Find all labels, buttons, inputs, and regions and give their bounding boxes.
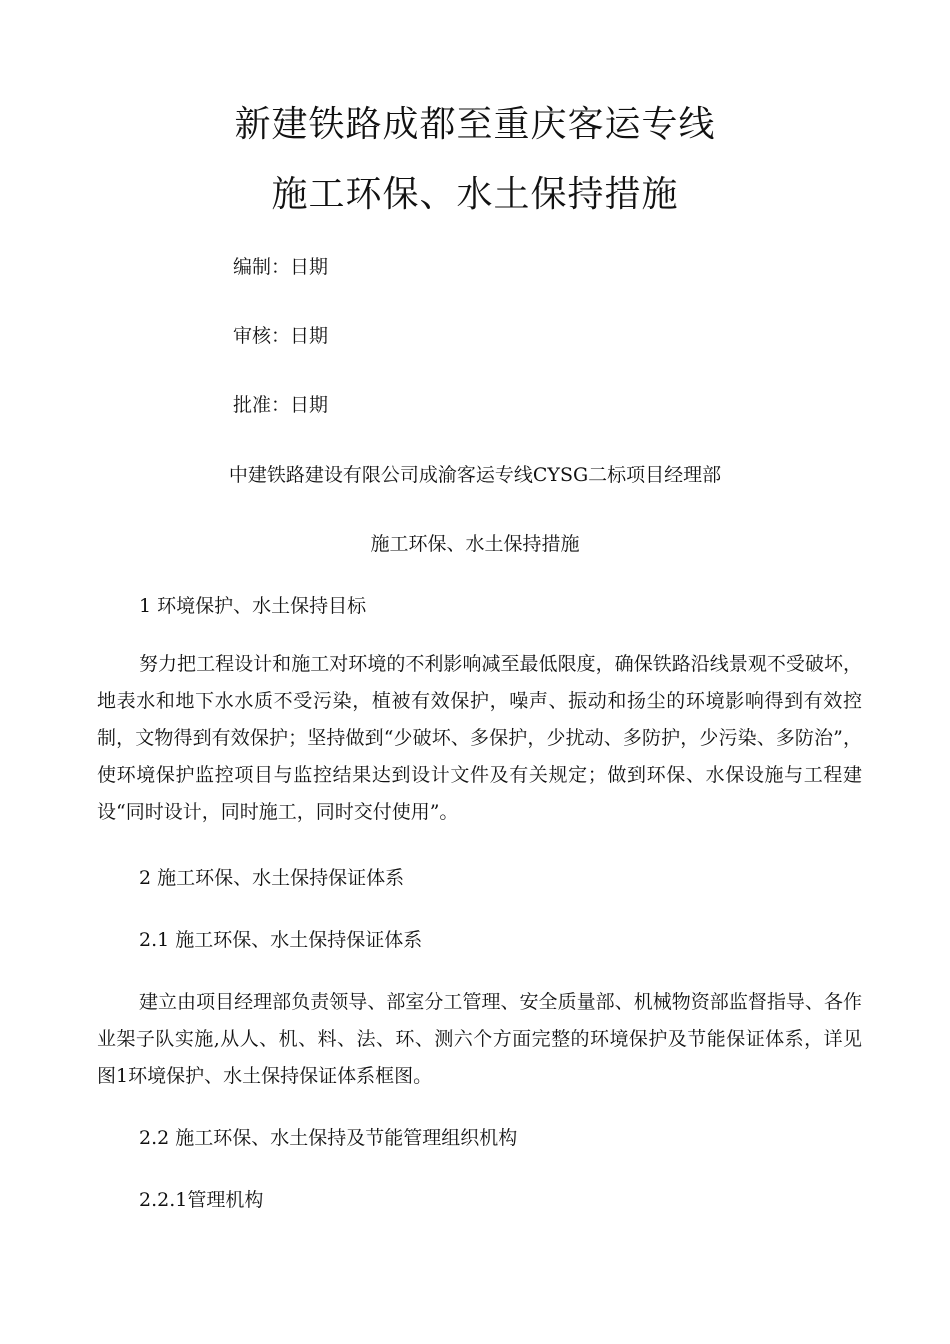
section-2-heading: 2 施工环保、水土保持保证体系	[139, 867, 405, 889]
section-title: 施工环保、水土保持措施	[370, 533, 580, 555]
section-1-heading: 1 环境保护、水土保持目标	[139, 595, 367, 617]
section-2-2-1-heading: 2.2.1管理机构	[139, 1189, 264, 1211]
review-signoff: 审核：日期	[233, 325, 329, 347]
document-subtitle-title: 施工环保、水土保持措施	[271, 174, 679, 215]
section-1-paragraph: 努力把工程设计和施工对环境的不利影响减至最低限度，确保铁路沿线景观不受破坏，地表水和地下水水质不受污染，植被有效保护，噪声、振动和扬尘的环境影响得到有效控制，文物得到有效保护；坚持做到“少破坏、多保护，少扰动、多防护，少污染、多防治”，使环境保护监控项目与监控结果达到设计文件及有关规定；做到环保、水保设施与工程建设“同时设计，同时施工，同时交付使用”。	[97, 653, 862, 823]
compile-signoff: 编制：日期	[233, 256, 329, 278]
approve-signoff: 批准：日期	[233, 394, 329, 416]
section-2-1-paragraph: 建立由项目经理部负责领导、部室分工管理、安全质量部、机械物资部监督指导、各作业架子队实施,从人、机、料、法、环、测六个方面完整的环境保护及节能保证体系，详见图1环境保护、水土保持保证体系框图。	[97, 991, 862, 1087]
document-title: 新建铁路成都至重庆客运专线	[234, 104, 716, 145]
company-name: 中建铁路建设有限公司成渝客运专线CYSG二标项目经理部	[228, 464, 722, 486]
section-2-2-heading: 2.2 施工环保、水土保持及节能管理组织机构	[139, 1127, 518, 1149]
section-2-1-heading: 2.1 施工环保、水土保持保证体系	[139, 929, 423, 951]
